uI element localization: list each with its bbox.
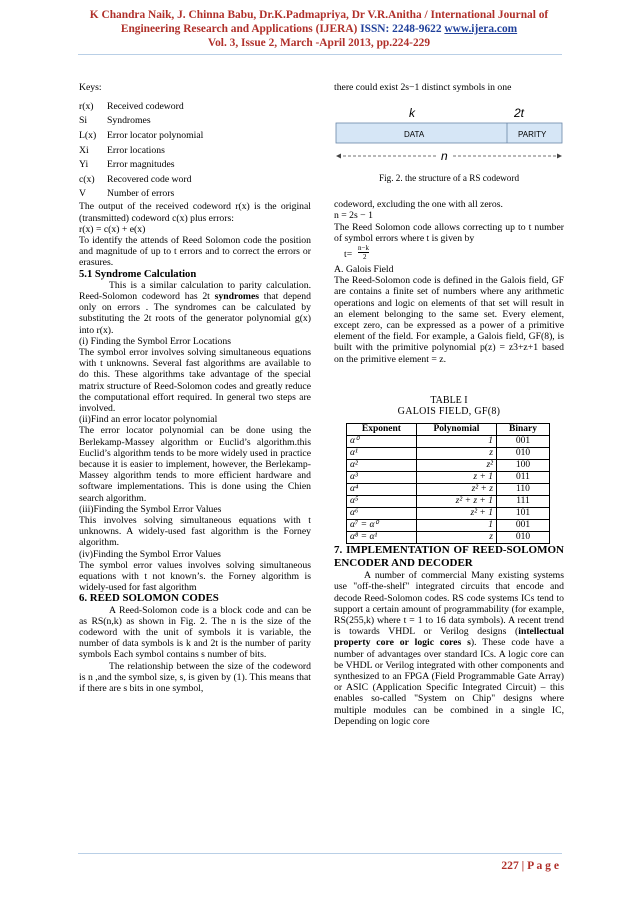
key-row (79, 172, 311, 187)
equation-t (344, 244, 564, 264)
subheading-error-values-2: (iv)Finding the Symbol Error Values (79, 548, 221, 560)
table-row (347, 496, 550, 508)
table-cell-bin: 001 (496, 436, 549, 448)
key-row (79, 114, 311, 129)
table-row (347, 460, 550, 472)
figure-caption: Fig. 2. the structure of a RS codeword (378, 173, 520, 184)
equation-t-denominator: 2 (363, 253, 367, 262)
header-journal-name: Engineering Research and Applications (IJERA) (120, 23, 358, 35)
text-span: This is a similar calculation to parity calculation. Reed-Solomon codeword has 2t (79, 279, 311, 302)
subheading-error-locations: (i) Finding the Symbol Error Locations (79, 335, 232, 347)
table-cell-poly: z (416, 448, 496, 460)
galois-field-table (346, 423, 550, 544)
right-column (334, 82, 564, 727)
section-heading-galois: A. Galois Field (334, 264, 394, 276)
key-symbol: V (79, 188, 86, 200)
key-symbol: Xi (79, 144, 89, 156)
paragraph-galois: The Reed-Solomon code is defined in the Galois field, GF are contains a finite set of numbers where any arithmetic operations and logic on elements of that set will result in an element belonging to the same set. Every element, except zero, can be expressed as a power of a primitive element of the field. For example, a Galois field, GF(8), is built with the primitive polynomial p(z) = z3+z+1 based on the primitive element = z. (334, 275, 564, 365)
paragraph-rs-block: A Reed-Solomon code is a block code and can be as RS(n,k) as shown in Fig. 2. The n is the size of the codeword with the unit of symbols it is variable, the number of data symbols is k and 2t is the number of parity symbols Each symbol contains s number of bits. (79, 604, 311, 661)
table-cell-bin: 111 (496, 496, 549, 508)
table-cell-poly: z² + z + 1 (416, 496, 496, 508)
section-heading-syndrome: 5.1 Syndrome Calculation (79, 268, 197, 280)
table-cell-poly: z² (416, 460, 496, 472)
paragraph-t-errors: The Reed Solomon code allows correcting up to t number of symbol errors where t is given by (334, 221, 564, 244)
paragraph-distinct-symbols: there could exist 2s−1 distinct symbols in one (334, 82, 512, 93)
header-rule (78, 54, 562, 55)
header-volume-line: Vol. 3, Issue 2, March -April 2013, pp.224-229 (207, 37, 431, 49)
table-cell-poly: z² + 1 (416, 508, 496, 520)
section-heading-rs-codes: 6. REED SOLOMON CODES (79, 592, 219, 605)
running-header (0, 8, 638, 50)
table-cell-exp: α¹ (347, 448, 417, 460)
table-row (347, 436, 550, 448)
keyword-ip-cores: intellectual property core or logic cores s (334, 626, 564, 649)
key-description: Received codeword (107, 100, 184, 112)
key-description: Error locator polynomial (107, 130, 204, 142)
subheading-error-locator: (ii)Find an error locator polynomial (79, 414, 218, 426)
table-subtitle: GALOIS FIELD, GF(8) (397, 406, 501, 418)
table-cell-bin: 011 (496, 472, 549, 484)
table-title: TABLE I (430, 394, 468, 406)
table-row (347, 532, 550, 544)
key-symbol: Si (79, 115, 88, 127)
left-column (79, 82, 311, 694)
key-row (79, 158, 311, 173)
table-cell-bin: 100 (496, 460, 549, 472)
table-cell-exp: α⁷ = α⁰ (347, 520, 417, 532)
header-url-link[interactable]: www.ijera.com (444, 23, 518, 35)
key-description: Error magnitudes (107, 159, 175, 171)
label-n: n (441, 149, 448, 164)
key-row (79, 128, 311, 143)
text-span: that depend only on errors . The syndromes can be calculated by substituting the 2t roots of the generator polynomial g(x) into r(x). (79, 290, 311, 336)
equation-n: n = 2s − 1 (334, 210, 373, 222)
table-cell-exp: α⁶ (347, 508, 417, 520)
key-description: Number of errors (107, 188, 175, 200)
table-cell-exp: α⁴ (347, 484, 417, 496)
table-header-cell: Polynomial (416, 424, 496, 436)
label-2t: 2t (514, 106, 525, 121)
paragraph-identify: To identify the attends of Reed Solomon code the position and magnitude of up to t errors and to correct the errors or erasures. (79, 234, 311, 269)
table-row (347, 484, 550, 496)
paragraph-forney: This involves solving simultaneous equations with t unknowns. A widely-used fast algorithm is the Forney algorithm. (79, 515, 311, 549)
equation-t-numerator: n−k (358, 244, 369, 253)
table-cell-bin: 101 (496, 508, 549, 520)
section-heading-implementation: 7. IMPLEMENTATION OF REED-SOLOMON ENCODER AND DECODER (334, 544, 564, 570)
table-row (347, 448, 550, 460)
table-cell-exp: α⁵ (347, 496, 417, 508)
table-cell-exp: α⁸ = α¹ (347, 532, 417, 544)
table-cell-exp: α³ (347, 472, 417, 484)
paragraph-relationship: The relationship between the size of the codeword is n ,and the symbol size, s, is given by (1). This means that if there are s bits in one symbol, (79, 660, 311, 695)
table-cell-bin: 010 (496, 532, 549, 544)
key-symbol: Yi (79, 159, 89, 171)
subheading-error-values: (iii)Finding the Symbol Error Values (79, 503, 222, 515)
header-journal-line (0, 22, 638, 36)
paragraph-output: The output of the received codeword r(x) is the original (transmitted) codeword c(x) plus errors: (79, 201, 311, 224)
table-cell-poly: 1 (416, 520, 496, 532)
table-cell-exp: α² (347, 460, 417, 472)
keyword-syndromes: syndromes (214, 290, 260, 302)
key-row (79, 143, 311, 158)
page-number: 227 | P a g e (501, 859, 559, 872)
label-k: k (409, 106, 415, 121)
table-header-cell: Exponent (347, 424, 417, 436)
table-cell-poly: 1 (416, 436, 496, 448)
data-segment-label: DATA (404, 130, 425, 140)
table-header-cell: Binary (496, 424, 549, 436)
equation-rx: r(x) = c(x) + e(x) (79, 223, 146, 235)
key-description: Error locations (107, 144, 165, 156)
key-description: Syndromes (107, 115, 151, 127)
key-symbol: c(x) (79, 173, 95, 185)
paragraph-symbol-error: The symbol error involves solving simultaneous equations with t unknowns. Several fast algorithms are available to do this. These algorithms take advantage of the special matrix structure of Reed-Solomon codes and greatly reduce the computational effort required. In general two steps are involved. (79, 347, 311, 415)
figure-rs-codeword (334, 93, 564, 199)
table-cell-bin: 010 (496, 448, 549, 460)
keys-list (79, 99, 311, 201)
equation-t-lhs: t= (344, 249, 353, 261)
key-symbol: r(x) (79, 100, 94, 112)
key-description: Recovered code word (107, 173, 192, 185)
paragraph-locator-poly: The error locator polynomial can be done using the Berlekamp-Massey algorithm or Euclid’s algorithm.this Euclid’s algorithm tends to be more widely used in practice because it is easier to implement, however, the Berlekamp-Massey algorithm tends to more efficient hardware and software implementations. This is done using the Chien search algorithm. (79, 425, 311, 504)
footer-rule (78, 853, 562, 854)
table-cell-poly: z (416, 532, 496, 544)
table-body (347, 436, 550, 544)
paragraph-excluding: codeword, excluding the one with all zeros. (334, 199, 503, 211)
table-row (347, 472, 550, 484)
key-row (79, 187, 311, 202)
table-cell-bin: 110 (496, 484, 549, 496)
table-header-row (347, 424, 550, 436)
text-span: ). These code have a number of advantages over standard ICs. A logic core can be VHDL or Verilog integrated with other components and synthesized to an FPGA (Field Programmable Gate Array) or ASIC (Application Specific Integrated Circuit) – this enables so-called "System on Chip" designs where multiple modules can be combined in a single IC, Depending on logic core (334, 637, 564, 727)
header-issn: ISSN: 2248-9622 (360, 23, 442, 35)
parity-segment-label: PARITY (518, 130, 547, 140)
table-cell-bin: 001 (496, 520, 549, 532)
table-cell-exp: α⁰ (347, 436, 417, 448)
text-span: A number of commercial Many existing systems use "off-the-shelf" integrated circuits that encode and decode Reed-Solomon codes. RS code systems ICs tend to support a certain amount of programmability (for example, RS(255,k) where t = 1 to 16 data symbols). A recent trend is towards VHDL or Verilog designs ( (334, 570, 564, 638)
table-row (347, 520, 550, 532)
paragraph-symbol-error-values: The symbol error values involves solving simultaneous equations with t not known’s. the Forney algorithm is widely-used for fast algorithm (79, 559, 311, 594)
header-authors-line: K Chandra Naik, J. Chinna Babu, Dr.K.Padmapriya, Dr V.R.Anitha / International Journal of (89, 9, 549, 21)
paragraph-implementation (334, 570, 564, 727)
keys-label: Keys: (79, 82, 102, 93)
table-cell-poly: z + 1 (416, 472, 496, 484)
table-row (347, 508, 550, 520)
table-cell-poly: z² + z (416, 484, 496, 496)
paragraph-syndrome (79, 280, 311, 336)
key-row (79, 99, 311, 114)
key-symbol: L(x) (79, 130, 97, 142)
